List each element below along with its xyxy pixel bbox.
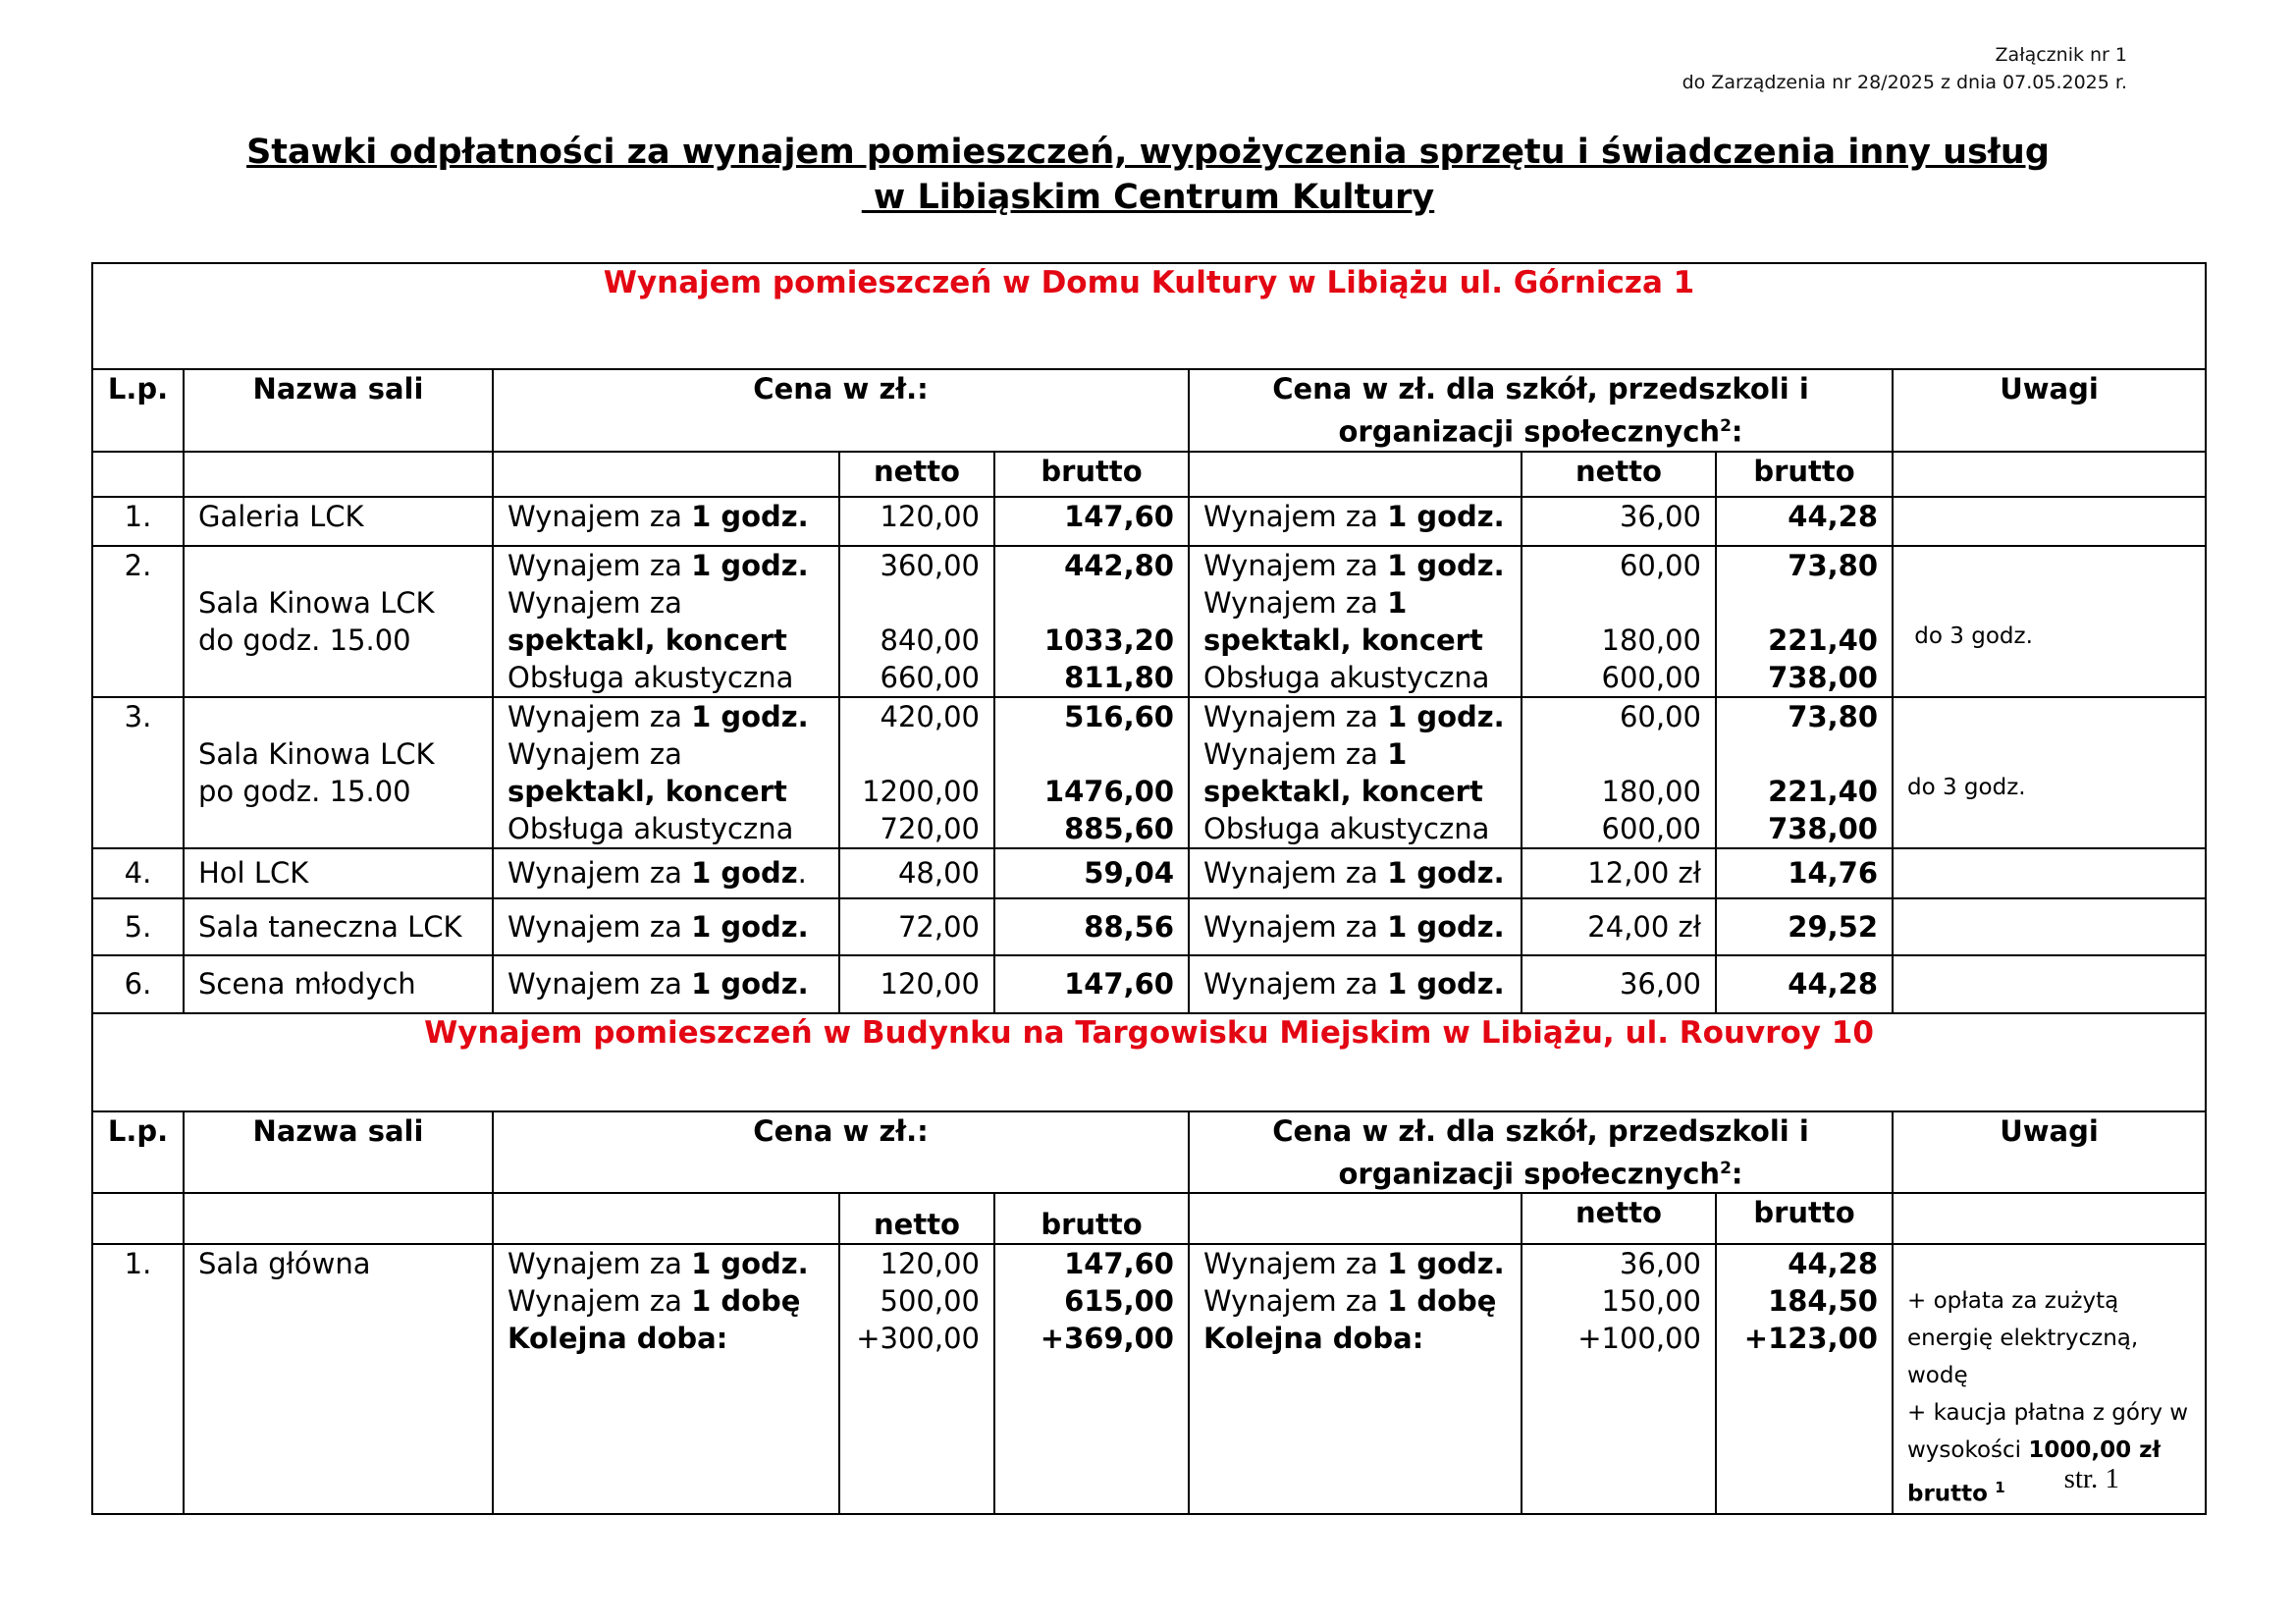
subheader-row [92,452,2206,497]
rate-description: Wynajem za 1 godz. [493,848,839,898]
col-netto: netto [839,452,994,497]
title-line-2: w Libiąskim Centrum Kultury [861,178,1435,217]
subheader-row [92,1193,2206,1244]
column-header-row [92,1111,2206,1194]
table-row [92,848,2206,898]
remarks-cell [1893,697,2206,848]
col-remarks: Uwagi [1893,1111,2206,1194]
org-price-netto: 60,00 180,00 600,00 [1522,546,1716,697]
table-row [92,497,2206,546]
attachment-note [1682,41,2127,96]
price-netto: 360,00 840,00 660,00 [839,546,994,697]
org-rate-description: Wynajem za 1 godz. Wynajem za 1 spektakl, koncert Obsługa akustyczna [1189,546,1522,697]
col-price-orgs [1189,1111,1893,1194]
price-netto: 120,00 [839,497,994,546]
deposit-amount: 1000,00 zł [2028,1437,2162,1464]
remarks-cell [1893,848,2206,898]
org-price-brutto: 14,76 [1716,848,1893,898]
price-netto: 120,00 [839,955,994,1013]
col-org-brutto: brutto [1716,1193,1893,1244]
row-lp: 3. [92,697,184,848]
price-brutto: 147,60 615,00 +369,00 [994,1244,1189,1514]
row-lp: 1. [92,1244,184,1514]
col-room-name: Nazwa sali [184,1111,493,1194]
table-row [92,697,2206,848]
price-brutto: 88,56 [994,898,1189,955]
col-price: Cena w zł.: [493,369,1189,452]
org-price-brutto: 44,28 [1716,497,1893,546]
col-org-netto: netto [1522,1193,1716,1244]
org-price-brutto: 44,28 184,50 +123,00 [1716,1244,1893,1514]
col-room-name: Nazwa sali [184,369,493,452]
rates-table [91,262,2207,1515]
remarks-cell [1893,1244,2206,1514]
row-lp: 6. [92,955,184,1013]
org-rate-description: Wynajem za 1 godz. [1189,955,1522,1013]
price-brutto: 442,80 1033,20 811,80 [994,546,1189,697]
price-netto: 72,00 [839,898,994,955]
rate-description: Wynajem za 1 godz. [493,497,839,546]
remarks-cell [1893,955,2206,1013]
section2-header-row [92,1013,2206,1111]
table-row [92,546,2206,697]
col-price-orgs-colon: : [1731,1157,1743,1191]
col-brutto: brutto [994,452,1189,497]
col-price-orgs [1189,369,1893,452]
remarks-cell [1893,546,2206,697]
row-lp: 2. [92,546,184,697]
price-brutto: 147,60 [994,497,1189,546]
col-lp: L.p. [92,1111,184,1194]
price-netto: 120,00 500,00 +300,00 [839,1244,994,1514]
price-netto: 420,00 1200,00 720,00 [839,697,994,848]
room-name: Sala taneczna LCK [184,898,493,955]
document-title [0,130,2296,220]
table-row [92,898,2206,955]
price-netto: 48,00 [839,848,994,898]
rate-description: Wynajem za 1 godz. [493,898,839,955]
col-price: Cena w zł.: [493,1111,1189,1194]
room-name: Galeria LCK [184,497,493,546]
remark-energy: + opłata za zużytą energię elektryczną, wodę [1907,1288,2139,1389]
org-price-brutto: 73,80 221,40 738,00 [1716,697,1893,848]
org-rate-description: Wynajem za 1 godz. Wynajem za 1 spektakl, koncert Obsługa akustyczna [1189,697,1522,848]
room-name: Hol LCK [184,848,493,898]
col-price-orgs-colon: : [1731,414,1743,449]
org-price-netto: 24,00 zł [1522,898,1716,955]
price-brutto: 59,04 [994,848,1189,898]
rate-description: Wynajem za 1 godz. Wynajem za 1 dobę Kolejna doba: [493,1244,839,1514]
col-org-netto: netto [1522,452,1716,497]
col-org-brutto: brutto [1716,452,1893,497]
section1-title: Wynajem pomieszczeń w Domu Kultury w Libiążu ul. Górnicza 1 [92,263,2206,369]
remarks-cell [1893,898,2206,955]
rate-description: Wynajem za 1 godz. Wynajem za spektakl, koncert Obsługa akustyczna [493,697,839,848]
section1-header-row [92,263,2206,369]
col-lp: L.p. [92,369,184,452]
footnote-2-mark: 2 [1720,1158,1732,1178]
price-brutto: 516,60 1476,00 885,60 [994,697,1189,848]
room-name: Sala Kinowa LCK po godz. 15.00 [184,697,493,848]
remark-text: do 3 godz. [1907,774,2026,800]
col-brutto: brutto [994,1193,1189,1244]
regulation-reference: do Zarządzenia nr 28/2025 z dnia 07.05.2025 r. [1682,72,2127,93]
remark-text: do 3 godz. [1907,623,2033,649]
org-rate-description: Wynajem za 1 godz. [1189,848,1522,898]
org-rate-description: Wynajem za 1 godz. [1189,497,1522,546]
col-price-orgs-text: Cena w zł. dla szkół, przedszkoli i organizacji społecznych [1272,1113,1809,1191]
org-price-brutto: 29,52 [1716,898,1893,955]
org-price-netto: 12,00 zł [1522,848,1716,898]
price-brutto: 147,60 [994,955,1189,1013]
org-price-brutto: 73,80 221,40 738,00 [1716,546,1893,697]
room-name: Sala główna [184,1244,493,1514]
org-price-netto: 36,00 [1522,497,1716,546]
remarks-cell [1893,497,2206,546]
col-netto: netto [839,1193,994,1244]
col-remarks: Uwagi [1893,369,2206,452]
attachment-number: Załącznik nr 1 [1995,44,2127,66]
footnote-1-mark: 1 [1995,1479,2005,1497]
org-rate-description: Wynajem za 1 godz. [1189,898,1522,955]
org-price-netto: 60,00 180,00 600,00 [1522,697,1716,848]
row-lp: 5. [92,898,184,955]
title-line-1: Stawki odpłatności za wynajem pomieszczeń, wypożyczenia sprzętu i świadczenia inny usług [246,133,2050,172]
row-lp: 4. [92,848,184,898]
rate-description: Wynajem za 1 godz. Wynajem za spektakl, koncert Obsługa akustyczna [493,546,839,697]
rate-description: Wynajem za 1 godz. [493,955,839,1013]
room-name: Scena młodych [184,955,493,1013]
org-price-brutto: 44,28 [1716,955,1893,1013]
row-lp: 1. [92,497,184,546]
org-price-netto: 36,00 150,00 +100,00 [1522,1244,1716,1514]
table-row [92,955,2206,1013]
table-row [92,1244,2206,1514]
column-header-row [92,369,2206,452]
org-price-netto: 36,00 [1522,955,1716,1013]
col-price-orgs-text: Cena w zł. dla szkół, przedszkoli i organizacji społecznych [1272,372,1809,449]
room-name: Sala Kinowa LCK do godz. 15.00 [184,546,493,697]
section2-title: Wynajem pomieszczeń w Budynku na Targowisku Miejskim w Libiążu, ul. Rouvroy 10 [92,1013,2206,1111]
page-number: str. 1 [2063,1463,2119,1494]
org-rate-description: Wynajem za 1 godz. Wynajem za 1 dobę Kolejna doba: [1189,1244,1522,1514]
footnote-2-mark: 2 [1720,416,1732,436]
remark-deposit: + kaucja płatna z góry w wysokości 1000,00 zł brutto $^1$ [1907,1400,2189,1507]
